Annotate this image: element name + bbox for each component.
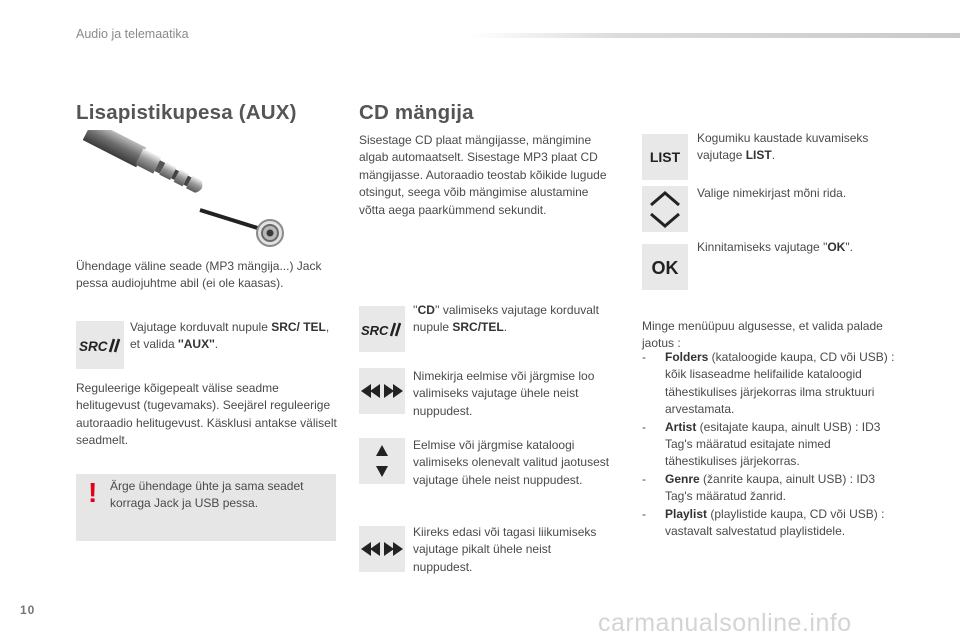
select-row-buttons[interactable]: [642, 186, 688, 232]
fast-forward-icon: [384, 542, 394, 556]
aux-src-instruction: Vajutage korduvalt nupule SRC/ TEL, et valida ''AUX''.: [130, 320, 330, 352]
list-item: - Playlist (playlistide kaupa, CD või USB) : vastavalt salvestatud playlistidele.: [642, 506, 885, 539]
list-item: - Artist (esitajate kaupa, ainult USB) : ID3 Tag's määratud esitajate nimed tähestikulises järjekorras.: [642, 419, 881, 469]
folder-up-down-buttons[interactable]: [359, 438, 405, 484]
next-arrow-icon: [384, 384, 394, 398]
aux-volume-text: Reguleerige kõigepealt välise seadme helitugevust (tugevamaks). Seejärel reguleerige autoraadio helitugevust. Käsklusi antakse väliselt seadmelt.: [76, 381, 337, 448]
seek-buttons[interactable]: [359, 526, 405, 572]
down-arrow-icon: [376, 466, 388, 477]
ok-label: OK: [651, 258, 679, 278]
seek-text: Kiireks edasi või tagasi liikumiseks vajutage pikalt ühele neist nuppudest.: [413, 525, 597, 574]
aux-heading: Lisapistikupesa (AUX): [76, 101, 297, 124]
chevron-down-icon: [651, 214, 679, 226]
track-skip-text: Nimekirja eelmise või järgmise loo valimiseks vajutage ühele neist nuppudest.: [413, 369, 595, 418]
cd-src-tel-button[interactable]: [359, 306, 405, 352]
rewind-icon: [361, 542, 371, 556]
select-row-text: Valige nimekirjast mõni rida.: [697, 186, 847, 200]
phone-slash-icon: [391, 323, 400, 336]
ok-button[interactable]: [642, 244, 688, 290]
up-arrow-icon: [376, 445, 388, 456]
cd-src-text: ''CD'' valimiseks vajutage korduvalt nupule SRC/TEL.: [413, 303, 599, 335]
src-label: SRC: [361, 323, 389, 338]
previous-arrow-icon: [361, 384, 371, 398]
src-label: SRC: [79, 339, 108, 354]
page-number: 10: [20, 603, 36, 617]
list-label: LIST: [649, 149, 681, 165]
list-text: Kogumiku kaustade kuvamiseks vajutage LIST.: [697, 131, 869, 163]
aux-connect-text: Ühendage väline seade (MP3 mängija...) Jack pessa audiojuhtme abil (ei ole kaasas).: [76, 259, 322, 291]
cd-intro-text: Sisestage CD plaat mängijasse, mängimine algab automaatselt. Sisestage MP3 plaat CD mängijasse. Autoraadio teostab kõikide lugude otsingut, seega võib mängimise alustamine võtta aega paarkümmend sekundit.: [359, 133, 607, 217]
list-item: - Folders (kataloogide kaupa, CD või USB) : kõik lisaseadme helifailide kataloogid tähestikulises järjekorras ilma struktuuri arvestamata.: [642, 350, 895, 417]
header-rule: [470, 33, 960, 38]
section-title: Audio ja telemaatika: [76, 27, 189, 41]
list-button[interactable]: [642, 134, 688, 180]
sort-options-list: [642, 349, 904, 540]
warning-text: Ärge ühendage ühte ja sama seadet korraga Jack ja USB pessa.: [110, 479, 304, 511]
chevron-up-icon: [651, 193, 679, 205]
jack-plug-illustration: [76, 130, 338, 248]
warning-icon: !: [88, 477, 98, 508]
ok-text: Kinnitamiseks vajutage "OK".: [697, 240, 853, 254]
src-tel-button[interactable]: [76, 321, 124, 369]
phone-slash-icon: [110, 339, 119, 352]
menu-intro-text: Minge menüüpuu algusesse, et valida palade jaotus :: [642, 319, 883, 351]
track-skip-buttons[interactable]: [359, 368, 405, 414]
list-item: - Genre (žanrite kaupa, ainult USB) : ID3 Tag's määratud žanrid.: [642, 471, 876, 504]
folder-text: Eelmise või järgmise kataloogi valimiseks olenevalt valitud jaotusest vajutage ühele neist nuppudest.: [413, 438, 610, 487]
cd-heading: CD mängija: [359, 101, 474, 124]
watermark: carmanualsonline.info: [598, 609, 852, 637]
